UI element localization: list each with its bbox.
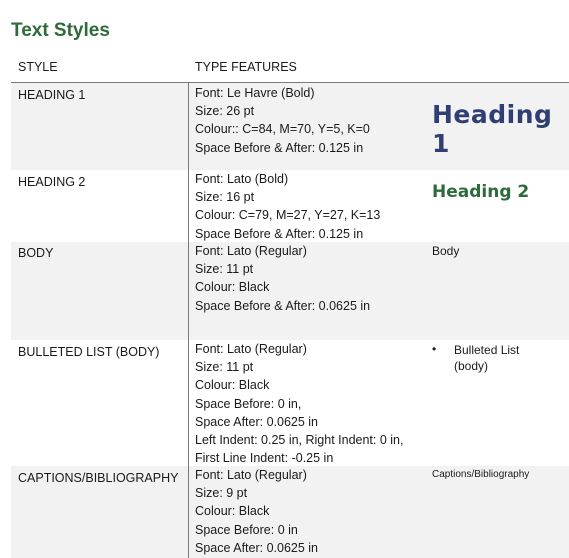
heading-2-example: Heading 2 [432,182,530,202]
feature-line: Size: 11 pt [195,360,254,375]
feature-line: Font: Lato (Regular) [195,244,307,258]
type-features [195,84,370,157]
style-name: HEADING 2 [18,175,86,189]
feature-line: Size: 9 pt [195,486,248,501]
body-example: Body [432,244,460,258]
feature-line: Size: 16 pt [195,190,255,205]
type-features [195,466,318,557]
table-row-heading-1 [11,83,569,170]
feature-line: Font: Lato (Bold) [195,172,289,186]
feature-line: Space Before: 0 in, [195,396,302,411]
table-row-bulleted-list [11,340,569,466]
feature-line: Space Before & After: 0.125 in [195,140,364,155]
type-features [195,170,380,243]
style-name: BULLETED LIST (BODY) [18,345,160,359]
feature-line: Colour: Black [195,504,270,519]
feature-line: First Line Indent: -0.25 in [195,451,334,466]
feature-line: Space Before: 0 in [195,522,298,537]
style-name: BODY [18,246,54,260]
feature-line: Space After: 0.0625 in [195,414,319,429]
table-row-heading-2 [11,170,569,242]
column-divider [188,83,189,558]
heading-1-example: Heading 1 [432,100,553,158]
bullet-glyph: • [432,342,437,356]
feature-line: Font: Lato (Regular) [195,468,307,482]
feature-line: Font: Lato (Regular) [195,342,307,356]
feature-line: Colour:: C=84, M=70, Y=5, K=0 [195,122,370,137]
feature-line: Colour: Black [195,378,270,393]
feature-line: Colour: Black [195,280,270,295]
style-name: CAPTIONS/BIBLIOGRAPHY [18,471,179,485]
type-features [195,340,403,467]
page-title: Text Styles [11,20,110,41]
feature-line: Space Before & After: 0.0625 in [195,298,371,313]
feature-line: Size: 11 pt [195,262,254,277]
table-row-body [11,242,569,340]
feature-line: Space Before & After: 0.125 in [195,226,364,241]
type-features [195,242,370,315]
feature-line: Space After: 0.0625 in [195,540,319,555]
column-header-style: STYLE [18,60,58,74]
feature-line: Colour: C=79, M=27, Y=27, K=13 [195,208,381,223]
bullet-text: Bulleted List (body) [454,343,520,373]
feature-line: Size: 26 pt [195,104,255,119]
table-row-captions [11,466,569,558]
captions-example: Captions/Bibliography [432,469,530,480]
feature-line: Font: Le Havre (Bold) [195,86,315,100]
column-header-features: TYPE FEATURES [195,60,297,74]
feature-line: Left Indent: 0.25 in, Right Indent: 0 in, [195,433,404,448]
style-name: HEADING 1 [18,88,86,102]
